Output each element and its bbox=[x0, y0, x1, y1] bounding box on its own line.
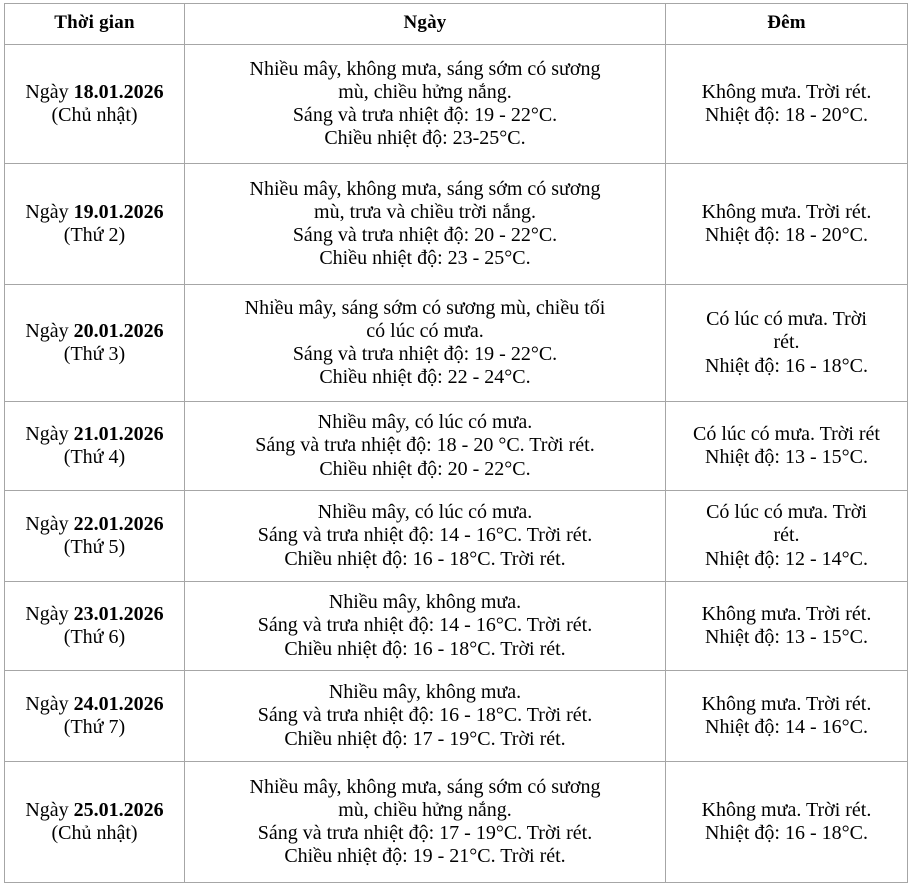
night-line: Nhiệt độ: 18 - 20°C. bbox=[705, 224, 868, 246]
date-prefix: Ngày bbox=[25, 692, 74, 715]
day-line: Chiều nhiệt độ: 23 - 25°C. bbox=[319, 247, 531, 270]
forecast-date-cell bbox=[5, 491, 185, 582]
night-line: Không mưa. Trời rét. bbox=[701, 692, 872, 715]
weekday-label: (Chủ nhật) bbox=[51, 104, 138, 126]
forecast-day-cell bbox=[185, 582, 666, 671]
day-line: Chiều nhiệt độ: 22 - 24°C. bbox=[319, 366, 531, 389]
night-line: rét. bbox=[773, 524, 800, 547]
forecast-date-cell bbox=[5, 671, 185, 762]
forecast-day-cell bbox=[185, 402, 666, 491]
date-line bbox=[8, 201, 181, 224]
date-line bbox=[8, 693, 181, 716]
forecast-day-cell bbox=[185, 491, 666, 582]
night-line: Nhiệt độ: 18 - 20°C. bbox=[705, 104, 868, 126]
date-line bbox=[8, 81, 181, 104]
night-line: Nhiệt độ: 13 - 15°C. bbox=[705, 446, 868, 468]
day-line: Nhiều mây, không mưa, sáng sớm có sương bbox=[249, 177, 601, 200]
forecast-night-cell bbox=[666, 45, 908, 164]
weekday-label: (Thứ 3) bbox=[63, 343, 126, 365]
day-line: Nhiều mây, không mưa. bbox=[328, 681, 522, 704]
night-line: Nhiệt độ: 14 - 16°C. bbox=[705, 716, 868, 738]
date-value: 23.01.2026 bbox=[73, 602, 164, 625]
date-prefix: Ngày bbox=[25, 200, 74, 223]
date-value: 25.01.2026 bbox=[73, 798, 164, 821]
day-line: Nhiều mây, sáng sớm có sương mù, chiều tối bbox=[244, 296, 606, 319]
day-line: Chiều nhiệt độ: 16 - 18°C. Trời rét. bbox=[284, 547, 566, 570]
day-line: Chiều nhiệt độ: 23-25°C. bbox=[324, 127, 526, 150]
day-line: Sáng và trưa nhiệt độ: 16 - 18°C. Trời rét. bbox=[257, 704, 593, 727]
day-line: Chiều nhiệt độ: 20 - 22°C. bbox=[319, 457, 531, 480]
weather-forecast-table bbox=[4, 3, 908, 883]
weekday-label: (Thứ 5) bbox=[63, 536, 126, 558]
night-line: Không mưa. Trời rét. bbox=[701, 200, 872, 223]
forecast-day-cell bbox=[185, 762, 666, 883]
forecast-night-cell bbox=[666, 582, 908, 671]
day-line: Nhiều mây, không mưa, sáng sớm có sương bbox=[249, 57, 601, 80]
forecast-day-cell bbox=[185, 285, 666, 402]
forecast-date-cell bbox=[5, 164, 185, 285]
day-line: Sáng và trưa nhiệt độ: 20 - 22°C. bbox=[292, 224, 558, 246]
date-prefix: Ngày bbox=[25, 80, 74, 103]
night-line: Không mưa. Trời rét. bbox=[701, 602, 872, 625]
night-line: Có lúc có mưa. Trời bbox=[706, 501, 867, 524]
day-line: Sáng và trưa nhiệt độ: 19 - 22°C. bbox=[292, 104, 558, 126]
column-header-night: Đêm bbox=[666, 4, 908, 45]
column-header-day: Ngày bbox=[185, 4, 666, 45]
table-row bbox=[5, 582, 908, 671]
table-header-row bbox=[5, 4, 908, 45]
date-value: 24.01.2026 bbox=[73, 692, 164, 715]
table-row bbox=[5, 402, 908, 491]
day-line: Sáng và trưa nhiệt độ: 17 - 19°C. Trời rét. bbox=[257, 822, 593, 844]
forecast-day-cell bbox=[185, 45, 666, 164]
date-line bbox=[8, 603, 181, 626]
date-prefix: Ngày bbox=[25, 798, 74, 821]
table-row bbox=[5, 285, 908, 402]
forecast-date-cell bbox=[5, 402, 185, 491]
date-prefix: Ngày bbox=[25, 319, 74, 342]
day-line: có lúc có mưa. bbox=[366, 319, 484, 342]
forecast-night-cell bbox=[666, 671, 908, 762]
forecast-night-cell bbox=[666, 491, 908, 582]
night-line: Nhiệt độ: 13 - 15°C. bbox=[705, 626, 868, 648]
weekday-label: (Thứ 6) bbox=[63, 626, 126, 648]
forecast-date-cell bbox=[5, 762, 185, 883]
night-line: Có lúc có mưa. Trời bbox=[706, 308, 867, 331]
table-row bbox=[5, 491, 908, 582]
table-row bbox=[5, 164, 908, 285]
weekday-label: (Chủ nhật) bbox=[51, 822, 138, 844]
day-line: Nhiều mây, có lúc có mưa. bbox=[317, 501, 533, 524]
weekday-label: (Thứ 7) bbox=[63, 716, 126, 738]
night-line: Nhiệt độ: 16 - 18°C. bbox=[705, 354, 868, 377]
day-line: Sáng và trưa nhiệt độ: 18 - 20 °C. Trời rét. bbox=[255, 434, 595, 457]
forecast-day-cell bbox=[185, 164, 666, 285]
day-line: Chiều nhiệt độ: 16 - 18°C. Trời rét. bbox=[284, 637, 566, 660]
table-row bbox=[5, 762, 908, 883]
table-row bbox=[5, 45, 908, 164]
forecast-day-cell bbox=[185, 671, 666, 762]
date-value: 21.01.2026 bbox=[73, 422, 164, 445]
day-line: mù, chiều hửng nắng. bbox=[338, 798, 512, 821]
date-value: 18.01.2026 bbox=[73, 80, 164, 103]
weekday-label: (Thứ 4) bbox=[63, 446, 126, 468]
column-header-time: Thời gian bbox=[5, 4, 185, 45]
date-line bbox=[8, 320, 181, 343]
date-line bbox=[8, 799, 181, 822]
date-prefix: Ngày bbox=[25, 602, 74, 625]
night-line: Có lúc có mưa. Trời rét bbox=[693, 422, 880, 445]
night-line: Không mưa. Trời rét. bbox=[701, 798, 872, 821]
weekday-label: (Thứ 2) bbox=[63, 224, 126, 246]
date-line bbox=[8, 423, 181, 446]
table-row bbox=[5, 671, 908, 762]
day-line: Sáng và trưa nhiệt độ: 14 - 16°C. Trời rét. bbox=[257, 524, 593, 547]
day-line: Nhiều mây, không mưa, sáng sớm có sương bbox=[249, 775, 601, 798]
forecast-date-cell bbox=[5, 582, 185, 671]
night-line: Nhiệt độ: 12 - 14°C. bbox=[705, 547, 868, 570]
date-prefix: Ngày bbox=[25, 422, 74, 445]
night-line: Không mưa. Trời rét. bbox=[701, 80, 872, 103]
day-line: mù, chiều hửng nắng. bbox=[338, 80, 512, 103]
date-line bbox=[8, 513, 181, 536]
day-line: Chiều nhiệt độ: 19 - 21°C. Trời rét. bbox=[284, 845, 566, 868]
day-line: Sáng và trưa nhiệt độ: 19 - 22°C. bbox=[292, 343, 558, 365]
night-line: rét. bbox=[773, 331, 800, 354]
day-line: Nhiều mây, có lúc có mưa. bbox=[317, 411, 533, 434]
forecast-night-cell bbox=[666, 285, 908, 402]
date-value: 20.01.2026 bbox=[73, 319, 164, 342]
forecast-date-cell bbox=[5, 45, 185, 164]
day-line: Chiều nhiệt độ: 17 - 19°C. Trời rét. bbox=[284, 727, 566, 750]
night-line: Nhiệt độ: 16 - 18°C. bbox=[705, 822, 868, 844]
forecast-night-cell bbox=[666, 762, 908, 883]
day-line: mù, trưa và chiều trời nắng. bbox=[314, 200, 536, 223]
forecast-night-cell bbox=[666, 164, 908, 285]
date-value: 22.01.2026 bbox=[73, 512, 164, 535]
date-value: 19.01.2026 bbox=[73, 200, 164, 223]
forecast-date-cell bbox=[5, 285, 185, 402]
table-body bbox=[5, 45, 908, 883]
date-prefix: Ngày bbox=[25, 512, 74, 535]
day-line: Sáng và trưa nhiệt độ: 14 - 16°C. Trời rét. bbox=[257, 614, 593, 637]
forecast-night-cell bbox=[666, 402, 908, 491]
day-line: Nhiều mây, không mưa. bbox=[328, 591, 522, 614]
